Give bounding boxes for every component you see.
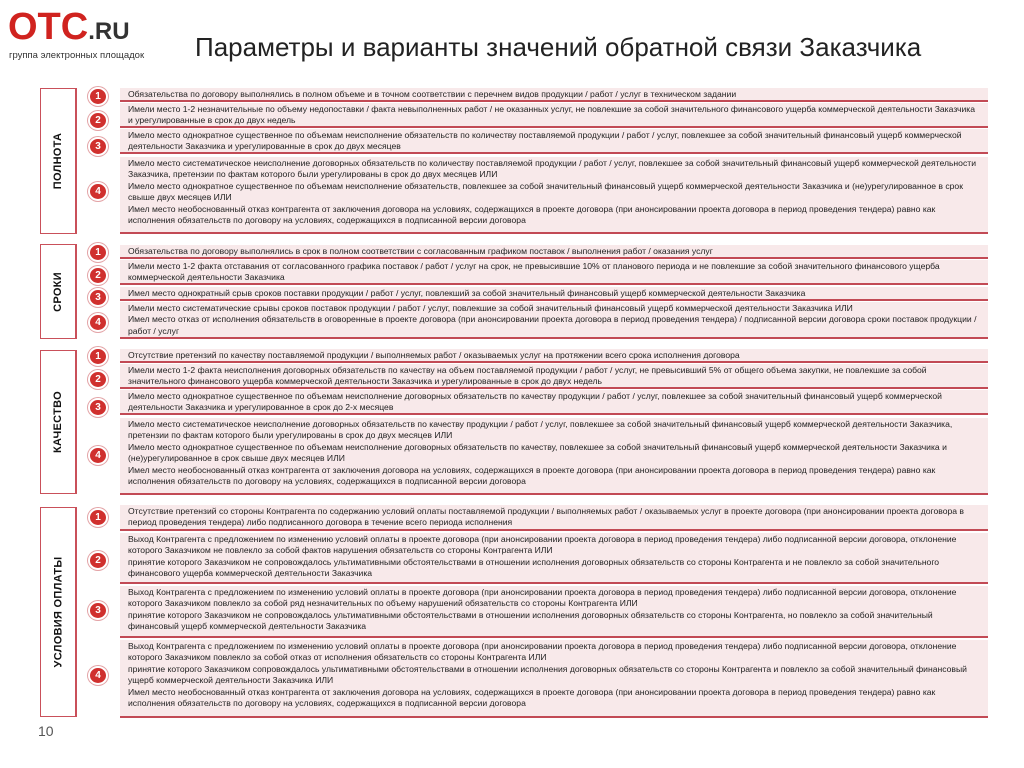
category-label: ПОЛНОТА (52, 132, 65, 190)
score-badge: 3 (88, 288, 108, 307)
category-label: УСЛОВИЯ ОПЛАТЫ (52, 556, 64, 668)
criterion-text: Выход Контрагента с предложением по изменению условий оплаты в проекте договора (при анонсировании проекта договора в период проведения тендера) либо подписанной версии договора, отклонение которого Заказчиком не повлекло за собой фактов нарушения обязательств со стороны Контрагента ИЛИ принятие которого Заказчиком не сопровождалось ультимативными обстоятельствами в отношении исполнения договорных обязательств со стороны Контрагента и не повлекло за собой значительного финансового ущерба коммерческой деятельности Заказчика (120, 533, 988, 584)
logo-subtitle: группа электронных площадок (9, 50, 145, 61)
otc-logo (8, 6, 158, 66)
score-badge: 4 (88, 446, 108, 465)
criterion-text: Обязательства по договору выполнялись в полном объеме и в точном соответствии с перечнем видов продукции / работ / услуг в техническом задании (120, 88, 988, 102)
criterion-text: Имело место однократное существенное по объемам неисполнение договорных обязательств по качеству продукции / работ / услуг, повлекшее за собой значительный финансовый ущерб коммерческой деятельности Заказчика и урегулированное в срок до 2-х месяцев (120, 390, 988, 415)
score-badge: 3 (88, 398, 108, 417)
category-label: СРОКИ (52, 271, 64, 312)
criterion-text: Обязательства по договору выполнялись в срок в полном соответствии с согласованным графиком поставок / выполнения работ / оказания услуг (120, 245, 988, 259)
criterion-text: Имели место 1-2 факта отставания от согласованного графика поставок / работ / услуг на срок, не превысившие 10% от планового периода и не повлекшие за собой значительного финансового ущерба коммерческой деятельности Заказчика (120, 260, 988, 285)
score-badge: 1 (88, 508, 108, 527)
page-title: Параметры и варианты значений обратной связи Заказчика (195, 32, 922, 62)
score-badge: 2 (88, 266, 108, 285)
logo-ru-text: .RU (88, 18, 130, 45)
criterion-text: Имели место 1-2 факта неисполнения договорных обязательств по качеству на объем поставляемой продукции / работ / услуг, не превысивший 5% от общего объема закупки, не повлекшие за собой значительного финансового ущерба коммерческой деятельности Заказчика и урегулированные в срок до двух недель (120, 364, 988, 389)
criterion-text: Отсутствие претензий по качеству поставляемой продукции / выполняемых работ / оказываемых услуг на протяжении всего срока исполнения договора (120, 349, 988, 363)
criterion-text: Имело место систематическое неисполнение договорных обязательств по количеству поставляемой продукции / работ / услуг, повлекшее за собой значительный финансовый ущерб коммерческой деятельности Заказчика, претензии по фактам которого были урегулированы в срок до двух месяцев ИЛИ Имело место однократное существенное по объемам неисполнение обязательств, повлекшее за собой значительный финансовый ущерб коммерческой деятельности Заказчика и (не)урегулированное в срок свыше двух месяцев ИЛИ Имел место необоснованный отказ контрагента от заключения договора на условиях, содержащихся в проекте договора (при анонсировании проекта договора в период проведения тендера) равно как исполнения обязательств по договору на условиях, содержащихся в подписанной версии договора (120, 157, 988, 234)
criterion-text: Имел место однократный срыв сроков поставки продукции / работ / услуг, повлекший за собой значительный финансовый ущерб коммерческой деятельности Заказчика (120, 287, 988, 301)
criterion-text: Отсутствие претензий со стороны Контрагента по содержанию условий оплаты поставляемой продукции / выполняемых работ / оказываемых услуг в проекте договора (при анонсировании проекта договора в период проведения тендера) либо подписанного договора в течение всего периода исполнения (120, 505, 988, 531)
score-badge: 3 (88, 137, 108, 156)
logo-otc-text: OTC (8, 6, 89, 48)
category-label: КАЧЕСТВО (52, 391, 64, 453)
score-badge: 1 (88, 347, 108, 366)
score-badge: 2 (88, 111, 108, 130)
score-badge: 3 (88, 601, 108, 620)
criterion-text: Имели место систематические срывы сроков поставок продукции / работ / услуг, повлекшие за собой значительный финансовый ущерб коммерческой деятельности Заказчика ИЛИ Имел место отказ от исполнения обязательств в оговоренные в проекте договора (при анонсировании проекта договора в период проведения тендера) / подписанной версии договора сроки поставок продукции / работ / услуг (120, 302, 988, 339)
score-badge: 2 (88, 370, 108, 389)
category-completeness (40, 88, 77, 234)
logo-wordmark (8, 6, 130, 49)
score-badge: 2 (88, 551, 108, 570)
criterion-text: Имели место 1-2 незначительные по объему недопоставки / факта невыполненных работ / не оказанных услуг, не повлекшие за собой значительного финансового ущерба коммерческой деятельности Заказчика и урегулированные в срок до двух недель (120, 103, 988, 128)
category-quality (40, 350, 77, 494)
criterion-text: Имело место однократное существенное по объемам неисполнение обязательств по количеству поставляемой продукции / работ / услуг, повлекшее за собой значительный финансовый ущерб коммерческой деятельности Заказчика и урегулированные в срок до двух месяцев (120, 129, 988, 154)
score-badge: 4 (88, 182, 108, 201)
score-badge: 1 (88, 87, 108, 106)
criterion-text: Выход Контрагента с предложением по изменению условий оплаты в проекте договора (при анонсировании проекта договора в период проведения тендера) либо подписанной версии договора, отклонение которого Заказчиком повлекло за собой отказ от исполнения обязательств со стороны Контрагента ИЛИ принятие которого Заказчиком сопровождалось ультимативными обстоятельствами в отношении исполнения договорных обязательств со стороны Контрагента и повлекло за собой значительный финансовый ущерб коммерческой деятельности Заказчика ИЛИ Имел место необоснованный отказ контрагента от заключения договора на условиях, содержащихся в проекте договора (при анонсировании проекта договора в период проведения тендера) равно как исполнения обязательств по договору на условиях, содержащихся в подписанной версии договора (120, 640, 988, 718)
criterion-text: Имело место систематическое неисполнение договорных обязательств по качеству продукции / работ / услуг, повлекшее за собой значительный финансовый ущерб коммерческой деятельности Заказчика, претензии по фактам которого были урегулированы в срок до двух месяцев ИЛИ Имело место однократное существенное по объемам неисполнение договорных обязательств по качеству, повлекшее за собой значительный финансовый ущерб коммерческой деятельности Заказчика и (не)урегулированное в срок свыше двух месяцев ИЛИ Имел место необоснованный отказ контрагента от заключения договора на условиях, содержащихся в проекте договора (при анонсировании проекта договора в период проведения тендера) равно как исполнения обязательств по договору на условиях, содержащихся в подписанной версии договора (120, 418, 988, 495)
criterion-text: Выход Контрагента с предложением по изменению условий оплаты в проекте договора (при анонсировании проекта договора в период проведения тендера) либо подписанной версии договора, отклонение которого Заказчиком повлекло за собой ряд незначительных по объему нарушений обязательств со стороны Контрагента ИЛИ принятие которого Заказчиком не сопровождалось ультимативными обстоятельствами в отношении исполнения договорных обязательств со стороны Контрагента, но повлекло за собой значительный финансовый ущерб коммерческой деятельности Заказчика (120, 586, 988, 638)
category-payment-terms (40, 507, 77, 717)
category-terms (40, 244, 77, 339)
score-badge: 4 (88, 313, 108, 332)
score-badge: 1 (88, 243, 108, 262)
score-badge: 4 (88, 666, 108, 685)
page-number: 10 (38, 723, 54, 739)
